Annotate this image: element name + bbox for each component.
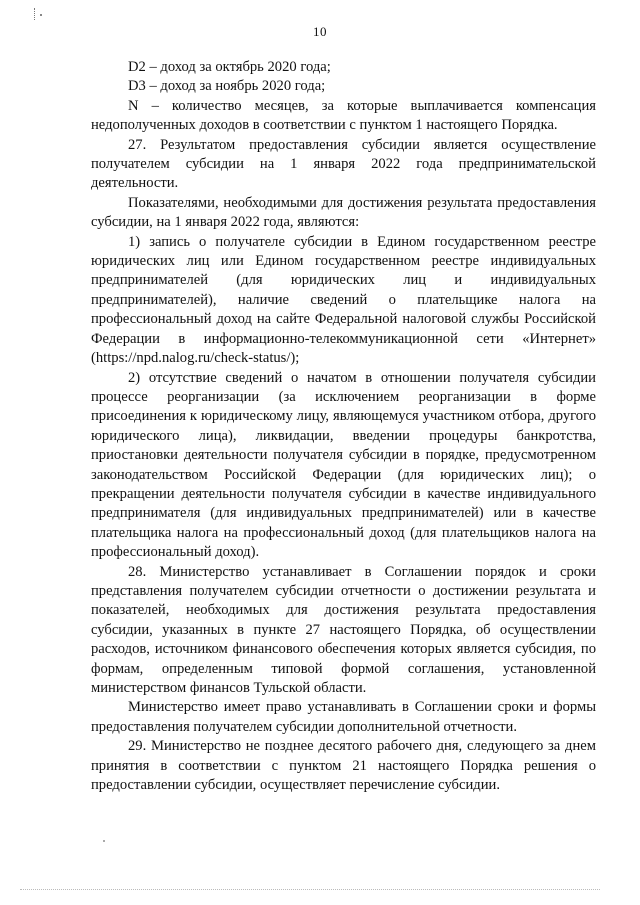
paragraph-indicator-2: 2) отсутствие сведений о начатом в отношении получателя субсидии процессе реорганизации (за исключением реорганизации в форме присоединения к юридическому лицу, являющемуся участником отбора, другого юридического лица), ликвидации, введении процедуры банкротства, приостановки деятельности получателя субсидии в порядке, предусмотренном законодательством Российской Федерации (для юридических лиц); о прекращении деятельности получателя субсидии в качестве индивидуального предпринимателя (для индивидуальных предпринимателей) или в качестве плательщика налога на профессиональный доход (для плательщиков налога на профессиональный доход). [91,369,596,561]
scan-artifact-dot [103,840,105,842]
scan-footer-line [20,889,600,890]
paragraph-indicator-1: 1) запись о получателе субсидии в Едином государственном реестре юридических лиц или Едином государственном реестре индивидуальных предпринимателей (для юридических лиц и индивидуальных предпринимателей), наличие сведений о плательщике налога на профессиональный доход на сайте Федеральной налоговой службы Российской Федерации в информационно-телекоммуникационной сети «Интернет» (https://npd.nalog.ru/check-status/); [91,233,596,367]
paragraph-d3: D3 – доход за ноябрь 2020 года; [128,78,326,95]
document-body [91,58,596,795]
scan-artifact-dot [40,14,42,16]
paragraph-29: 29. Министерство не позднее десятого рабочего дня, следующего за днем принятия в соответствии с пунктом 21 настоящего Порядка решения о предоставлении субсидии, осуществляет перечисление субсидии. [91,738,596,794]
paragraph-additional-reporting: Министерство имеет право устанавливать в Соглашении сроки и формы предоставления получателем субсидии дополнительной отчетности. [91,699,596,735]
paragraph-d2: D2 – доход за октябрь 2020 года; [128,59,331,75]
paragraph-28: 28. Министерство устанавливает в Соглашении порядок и сроки представления получателем субсидии отчетности о достижении результата и показателей, необходимых для достижения результата предоставления субсидии, указанных в пункте 27 настоящего Порядка, об осуществлении расходов, источником финансового обеспечения которых является субсидия, по формам, определенным типовой формой соглашения, установленной министерством финансов Тульской области. [91,563,596,696]
paragraph-n-definition: N – количество месяцев, за которые выплачивается компенсация недополученных доходов в соответствии с пунктом 1 настоящего Порядка. [91,97,596,134]
paragraph-indicators-intro: Показателями, необходимыми для достижения результата предоставления субсидии, на 1 января 2022 года, являются: [91,194,596,231]
paragraph-27: 27. Результатом предоставления субсидии является осуществление получателем субсидии на 1 января 2022 года предпринимательской деятельности. [91,136,596,192]
scan-artifact [34,8,38,20]
page-number: 10 [313,24,327,39]
